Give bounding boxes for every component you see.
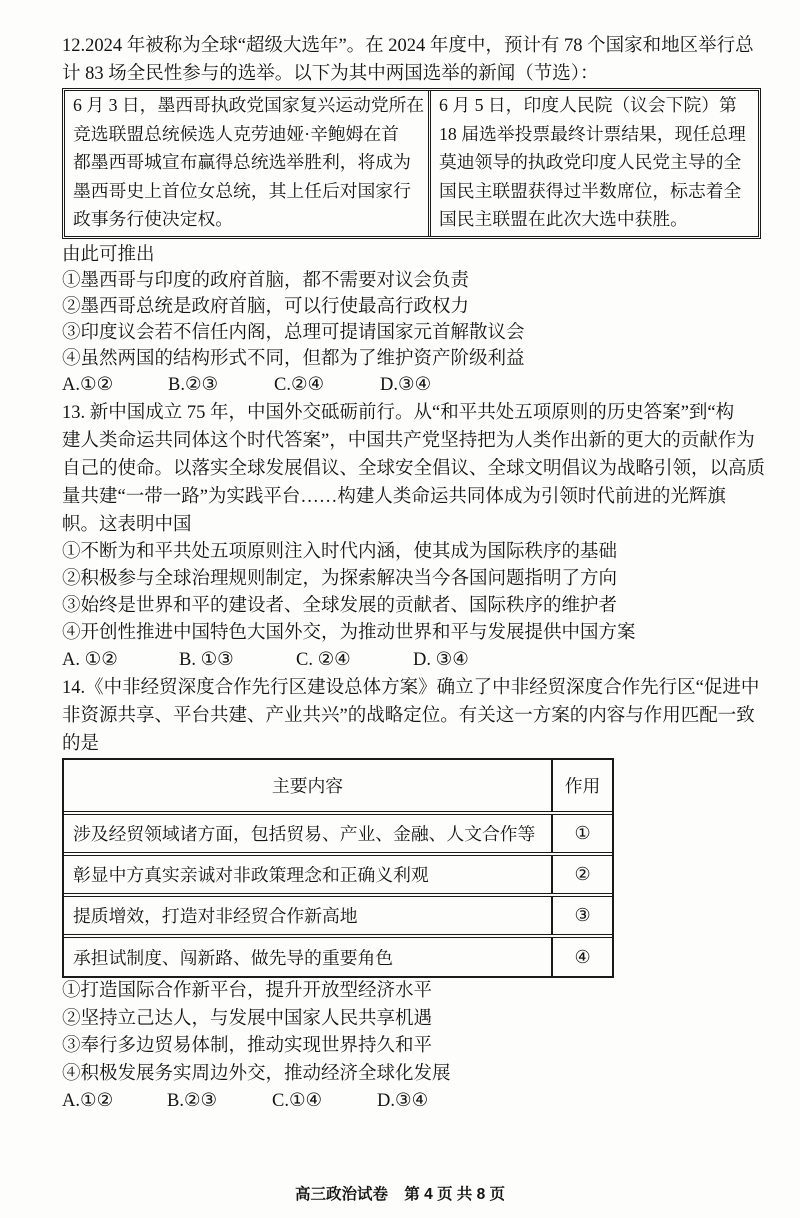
question-14-choice-a: A.①② — [62, 1091, 114, 1111]
news-india-line-2: 18 届选举投票最终计票结果，现任总理 — [439, 123, 746, 144]
news-mexico-line-3: 都墨西哥城宣布赢得总统选举胜利，将成为 — [73, 152, 411, 172]
content-effect-table — [62, 758, 614, 978]
news-india-line-1: 6 月 5 日，印度人民院（议会下院）第 — [439, 95, 737, 115]
question-12-stem-line-2: 计 83 场全民性参与的选举。以下为其中两国选举的新闻（节选）： — [62, 64, 599, 84]
question-14-stem-line-1: 14.《中非经贸深度合作先行区建设总体方案》确立了中非经贸深度合作先行区“促进中 — [62, 678, 760, 698]
page-footer — [0, 1184, 800, 1206]
table-cell-content: 提质增效，打造对非经贸合作新高地 — [64, 897, 553, 934]
question-14-statement-4: ④积极发展务实周边外交，推动经济全球化发展 — [62, 1063, 451, 1084]
question-13-choice-a: A. ①② — [62, 650, 118, 670]
table-row — [64, 897, 612, 938]
question-14-stem-line-2: 非资源共享、平台共建、产业共兴”的战略定位。有关这一方案的内容与作用匹配一致 — [62, 706, 755, 726]
table-cell-content: 涉及经贸领域诸方面，包括贸易、产业、金融、人文合作等 — [64, 815, 553, 852]
question-14-statement-3: ③奉行多边贸易体制，推动实现世界持久和平 — [62, 1036, 433, 1056]
table-row — [64, 938, 612, 976]
question-12-options — [62, 242, 782, 398]
news-india-line-3: 莫迪领导的执政党印度人民党主导的全 — [439, 152, 742, 172]
news-india-line-5: 国民主联盟在此次大选中获胜。 — [439, 209, 688, 229]
page-content — [62, 32, 782, 1116]
table-header-row — [64, 760, 612, 815]
table-cell-effect: ③ — [574, 905, 591, 925]
table-cell-content: 彰显中方真实亲诚对非政策理念和正确义利观 — [64, 856, 553, 893]
news-mexico-line-4: 墨西哥史上首位女总统，其上任后对国家行 — [73, 180, 411, 201]
question-14-stem — [62, 674, 782, 758]
question-13-stem-line-4: 量共建“一带一路”为实践平台……构建人类命运共同体成为引领时代前进的光辉旗 — [62, 487, 726, 507]
question-13-choice-c: C. ②④ — [296, 650, 351, 670]
question-13-statement-1: ①不断为和平共处五项原则注入时代内涵，使其成为国际秩序的基础 — [62, 542, 618, 562]
question-12-stem — [62, 32, 782, 88]
question-13-stem — [62, 399, 782, 539]
question-14-statement-1: ①打造国际合作新平台，提升开放型经济水平 — [62, 981, 433, 1001]
question-13-options — [62, 539, 782, 674]
question-14-choice-c: C.①④ — [272, 1091, 323, 1111]
table-cell-effect: ① — [574, 823, 591, 843]
question-14-choice-b: B.②③ — [167, 1091, 218, 1111]
question-13-stem-line-5: 帜。这表明中国 — [62, 515, 192, 535]
question-13-stem-line-1: 13. 新中国成立 75 年，中国外交砥砺前行。从“和平共处五项原则的历史答案”到“构 — [62, 403, 735, 423]
table-row — [64, 856, 612, 897]
question-13-statement-3: ③始终是世界和平的建设者、全球发展的贡献者、国际秩序的维护者 — [62, 596, 618, 616]
table-cell-content: 承担试制度、闯新路、做先导的重要角色 — [64, 938, 553, 976]
question-14-options — [62, 978, 782, 1116]
footer-exam-title: 高三政治试卷 — [294, 1186, 388, 1203]
question-12-statement-1: ①墨西哥与印度的政府首脑，都不需要对议会负责 — [62, 270, 470, 291]
question-13-choice-d: D. ③④ — [413, 650, 469, 670]
news-mexico-line-5: 政事务行使决定权。 — [73, 209, 234, 229]
question-13-stem-line-2: 建人类命运共同体这个时代答案”，中国共产党坚持把为人类作出新的更大的贡献作为 — [62, 431, 755, 451]
question-14-stem-line-3: 的是 — [62, 734, 100, 754]
footer-page-number: 第 4 页 共 8 页 — [404, 1186, 506, 1203]
table-header-content: 主要内容 — [64, 760, 553, 811]
news-mexico-line-1: 6 月 3 日，墨西哥执政党国家复兴运动党所在 — [73, 95, 425, 115]
question-14-statement-2: ②坚持立己达人，与发展中国家人民共享机遇 — [62, 1008, 433, 1029]
question-13-statement-2: ②积极参与全球治理规则制定，为探索解决当今各国问题指明了方向 — [62, 569, 618, 589]
question-12-choice-d: D.③④ — [380, 374, 432, 395]
table-cell-effect: ④ — [574, 946, 591, 967]
question-12-choice-b: B.②③ — [168, 374, 219, 395]
question-14 — [62, 674, 782, 1116]
question-12-choices — [62, 372, 782, 398]
news-india-line-4: 国民主联盟获得过半数席位，标志着全 — [439, 180, 742, 201]
question-13-choices — [62, 647, 782, 674]
table-header-effect: 作用 — [564, 776, 601, 796]
question-13-stem-line-3: 自己的使命。以落实全球发展倡议、全球安全倡议、全球文明倡议为战略引领，以高质 — [62, 459, 766, 479]
question-12-statement-3: ③印度议会若不信任内阁，总理可提请国家元首解散议会 — [62, 322, 525, 343]
news-india — [431, 91, 758, 236]
question-12-choice-a: A.①② — [62, 374, 114, 395]
question-13-statement-4: ④开创性推进中国特色大国外交，为推动世界和平与发展提供中国方案 — [62, 623, 636, 643]
question-12-prompt: 由此可推出 — [62, 244, 155, 265]
question-14-choice-d: D.③④ — [377, 1091, 429, 1111]
news-mexico — [65, 91, 431, 236]
question-12-statement-4: ④虽然两国的结构形式不同，但都为了维护资产阶级利益 — [62, 348, 525, 369]
question-12-statement-2: ②墨西哥总统是政府首脑，可以行使最高行政权力 — [62, 296, 470, 317]
question-13-choice-b: B. ①③ — [179, 650, 234, 670]
question-13 — [62, 399, 782, 674]
table-row — [64, 815, 612, 856]
news-excerpt-box — [62, 88, 761, 239]
table-cell-effect: ② — [574, 864, 591, 884]
question-12-stem-line-1: 12.2024 年被称为全球“超级大选年”。在 2024 年度中，预计有 78 个国家和地区举行总 — [62, 36, 754, 56]
question-14-choices — [62, 1088, 782, 1116]
news-mexico-line-2: 竞选联盟总统候选人克劳迪娅·辛鲍姆在首 — [73, 123, 399, 144]
question-12 — [62, 32, 782, 398]
question-12-choice-c: C.②④ — [274, 374, 325, 395]
